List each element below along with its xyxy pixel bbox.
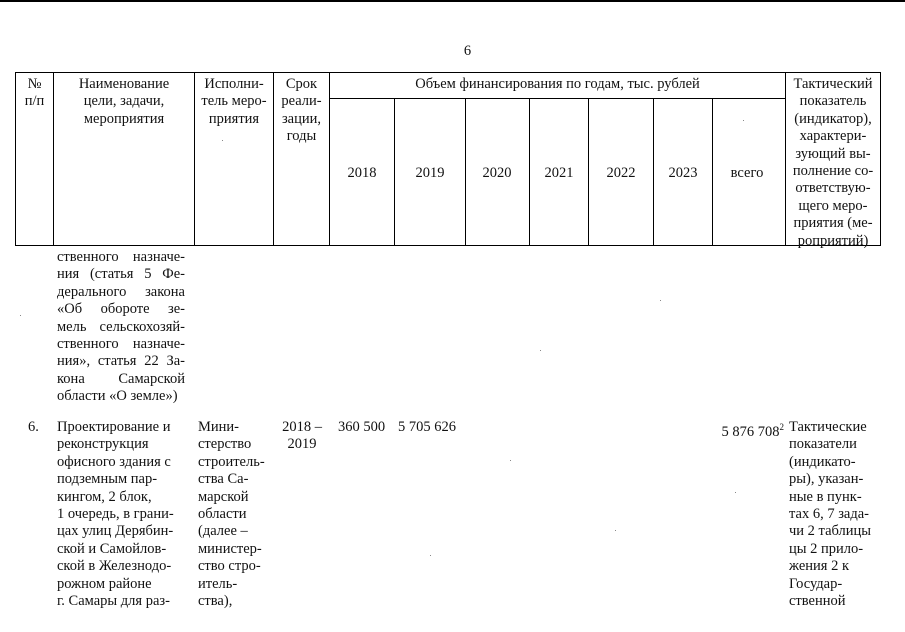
header-name-line: мероприятия (83, 110, 165, 127)
row6-indicator-line: (индикато- (789, 453, 856, 470)
row6-name-line: ской и Самойлов- (57, 540, 167, 557)
year-2023-header: 2023 (668, 165, 698, 181)
row6-term-line: 2019 (287, 436, 317, 453)
continuation-line: ственного назначе- (57, 335, 185, 352)
row6-executor-line: Мини- (198, 419, 240, 435)
row6-name-line: подземным пар- (57, 471, 158, 488)
row6-indicator-line: ры), указан- (789, 471, 864, 488)
continuation-line: ния», статья 22 За- (57, 353, 185, 370)
row6-executor-line: области (198, 505, 247, 522)
header-indicator-line: приятия (ме- (793, 215, 873, 232)
header-number-abbrev: п/п (24, 93, 45, 110)
continuation-line: дерального закона (57, 283, 185, 300)
continuation-line: области «О земле») (57, 388, 178, 405)
year-2020-header: 2020 (482, 165, 512, 181)
row6-executor-line: (далее – (198, 523, 248, 540)
continuation-line: «Об обороте зе- (57, 301, 185, 318)
row6-term-line: 2018 – (282, 419, 322, 435)
row6-name-line: цах улиц Дерябин- (57, 523, 174, 540)
row6-indicator-line: показатели (789, 436, 857, 453)
header-term-line: реали- (281, 93, 322, 110)
header-number-cell (16, 76, 53, 111)
continuation-line: кона Самарской (57, 370, 185, 387)
row6-indicator-line: ственной (789, 592, 846, 609)
row6-executor-line: ства), (198, 592, 233, 609)
header-term-line: годы (286, 128, 317, 145)
header-indicator-line: (индикатор), (794, 110, 872, 127)
row6-executor-line: ства Са- (198, 471, 249, 488)
continuation-line: мель сельскохозяй- (57, 318, 185, 335)
row6-name-line: ской в Железнодо- (57, 558, 172, 575)
row6-name-line: кингом, 2 блок, (57, 488, 152, 505)
continuation-line: ственного назначе- (57, 249, 185, 265)
page-number: 6 (463, 43, 472, 59)
header-name-line: цели, задачи, (83, 93, 165, 110)
row6-2018-value: 360 500 (338, 419, 386, 435)
row6-name-line: офисного здания с (57, 453, 171, 470)
header-indicator-line: ответствую- (795, 180, 871, 197)
row6-number: 6. (28, 419, 39, 435)
year-2022-header: 2022 (606, 165, 636, 181)
row6-2019-value: 5 705 626 (398, 419, 456, 435)
header-indicator-cell (786, 76, 880, 250)
row6-name-line: 1 очередь, в грани- (57, 505, 174, 522)
header-number-symbol: № (27, 76, 42, 92)
row6-total-number: 5 876 708 (721, 424, 780, 440)
header-indicator-line: роприятий) (797, 232, 869, 249)
row6-indicator-line: Государ- (789, 575, 843, 592)
row6-indicator-line: Тактические (789, 419, 867, 435)
continuation-text (57, 249, 185, 406)
header-indicator-line: зующий вы- (795, 145, 871, 162)
row6-indicator-line: чи 2 таблицы (789, 523, 872, 540)
header-name-cell (54, 76, 194, 128)
year-2021-header: 2021 (544, 165, 574, 181)
header-indicator-line: характери- (799, 128, 867, 145)
row6-executor-line: стерство (198, 436, 252, 453)
row6-executor (198, 419, 272, 610)
continuation-line: ния (статья 5 Фе- (57, 266, 185, 283)
header-executor-line: приятия (208, 110, 260, 127)
header-executor-line: тель меро- (201, 93, 267, 110)
row6-indicator-line: ные в пунк- (789, 488, 862, 505)
header-indicator-line: Тактический (793, 76, 873, 92)
row6-indicator-line: цы 2 прило- (789, 540, 864, 557)
year-2019-header: 2019 (415, 165, 445, 181)
header-executor-line: Исполни- (204, 76, 264, 92)
row6-indicator-line: жения 2 к (789, 558, 849, 575)
row6-executor-line: итель- (198, 575, 238, 592)
row6-total-footnote: 2 (779, 422, 784, 432)
row6-name (57, 419, 192, 610)
header-financing-title: Объем финансирования по годам, тыс. рублей (415, 76, 700, 92)
header-term-line: Срок (285, 76, 318, 92)
row6-indicator-line: тах 6, 7 зада- (789, 505, 870, 522)
row6-term (276, 419, 328, 454)
header-name-line: Наименование (78, 76, 170, 92)
row6-executor-line: марской (198, 488, 249, 505)
year-2018-header: 2018 (347, 165, 377, 181)
total-header: всего (730, 165, 764, 181)
row6-name-line: г. Самары для раз- (57, 592, 170, 609)
row6-indicator (789, 419, 881, 610)
header-indicator-line: щего меро- (798, 197, 868, 214)
row6-executor-line: строитель- (198, 453, 265, 470)
top-edge-line (0, 0, 905, 2)
row6-name-line: рожном районе (57, 575, 152, 592)
header-term-cell (274, 76, 329, 146)
header-term-line: зации, (281, 110, 322, 127)
row6-name-line: Проектирование и (57, 419, 171, 435)
row6-executor-line: министер- (198, 540, 262, 557)
header-indicator-line: показатель (799, 93, 867, 110)
row6-total-value (700, 419, 784, 441)
row6-name-line: реконструкция (57, 436, 149, 453)
header-executor-cell (195, 76, 273, 128)
header-indicator-line: полнение со- (792, 162, 874, 179)
row6-executor-line: ство стро- (198, 558, 261, 575)
